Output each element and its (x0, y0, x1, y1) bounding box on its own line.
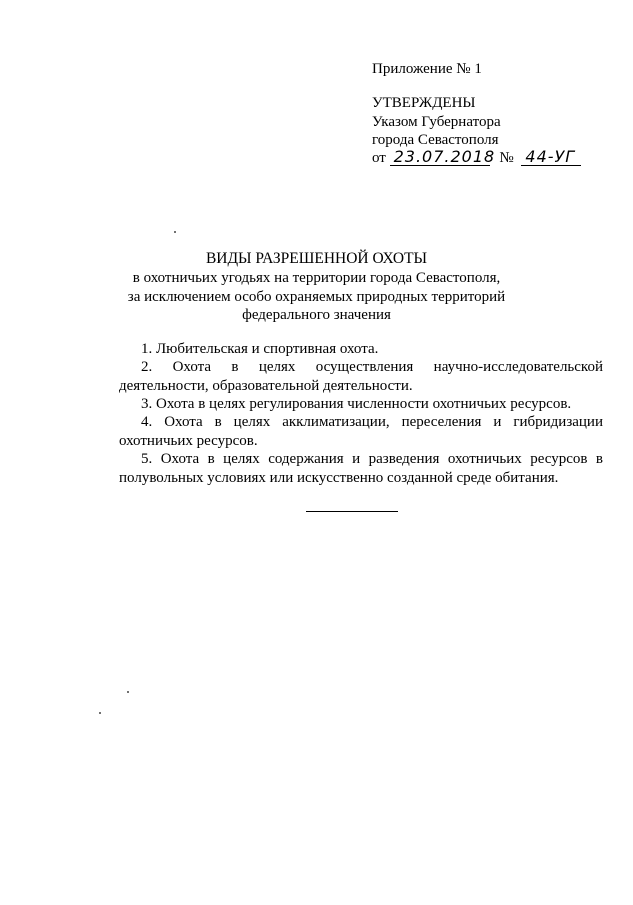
subtitle-line: в охотничьих угодьях на территории города Севастополя, (132, 270, 501, 286)
city-label: города Севастополя (372, 132, 499, 148)
document-title: ВИДЫ РАЗРЕШЕННОЙ ОХОТЫ (205, 250, 428, 267)
from-label: от (372, 150, 386, 166)
number-sign: № (499, 150, 514, 166)
date-number-line (372, 149, 581, 167)
subtitle-line: федерального значения (242, 307, 391, 323)
list-item: 4. Охота в целях акклиматизации, переселения и гибридизации охотничьих ресурсов. (119, 414, 603, 449)
handwritten-date: 23.07.2018 (390, 149, 490, 166)
annex-label: Приложение № 1 (372, 61, 482, 77)
list-item: 3. Охота в целях регулирования численности охотничьих ресурсов. (141, 396, 572, 412)
list-item: 2. Охота в целях осуществления научно-исследовательской деятельности, образовательной деятельности. (119, 359, 603, 394)
scan-speck (99, 712, 101, 714)
handwritten-number: 44-УГ (521, 149, 581, 166)
scan-speck (127, 691, 129, 693)
scan-speck (174, 231, 176, 233)
approved-label: УТВЕРЖДЕНЫ (372, 95, 476, 111)
list-item: 5. Охота в целях содержания и разведения охотничьих ресурсов в полувольных условиях или искусственно созданной среде обитания. (119, 451, 603, 486)
end-divider (306, 511, 398, 512)
decree-label: Указом Губернатора (372, 114, 501, 130)
list-item: 1. Любительская и спортивная охота. (141, 341, 379, 357)
subtitle-line: за исключением особо охраняемых природных территорий (127, 289, 506, 305)
